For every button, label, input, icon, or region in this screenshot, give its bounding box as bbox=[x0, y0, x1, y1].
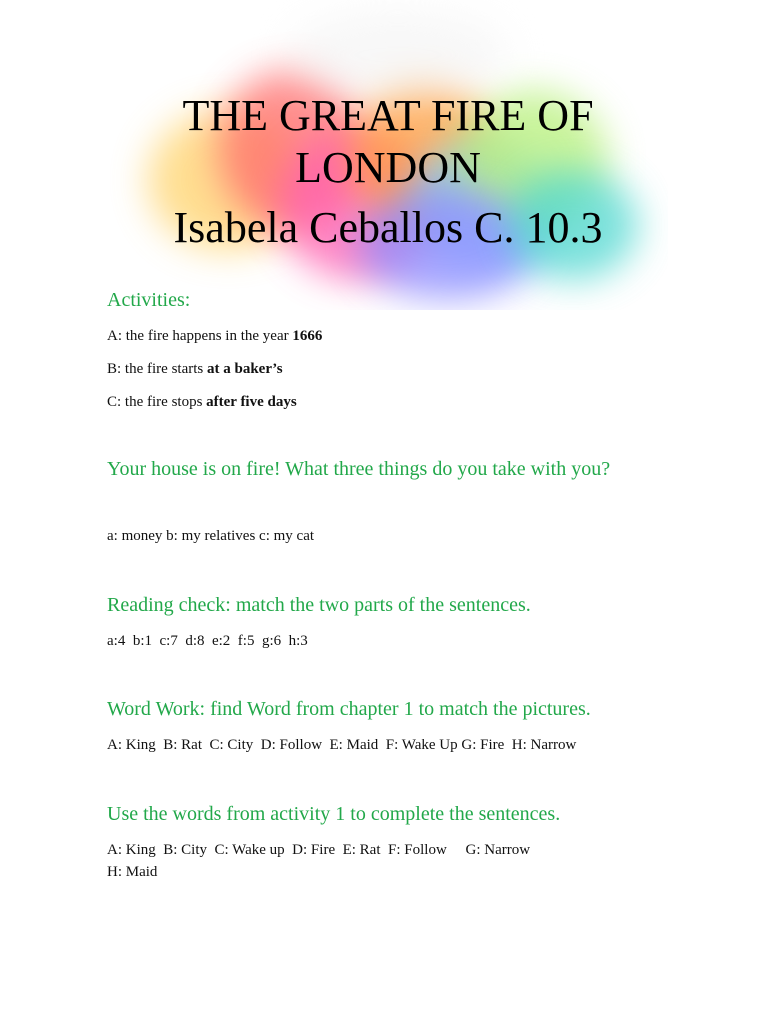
document-title-line-2: LONDON bbox=[295, 143, 481, 192]
use-words-answer-line-2: H: Maid bbox=[107, 864, 158, 880]
activity-item-c-prefix: C: the fire stops bbox=[107, 394, 207, 410]
house-fire-answer: a: money b: my relatives c: my cat bbox=[107, 528, 315, 544]
reading-check-heading: Reading check: match the two parts of the sentences. bbox=[107, 594, 531, 616]
use-words-answer-line-1: A: King B: City C: Wake up D: Fire E: Rat F: Follow G: Narrow bbox=[107, 842, 531, 858]
activities-heading: Activities: bbox=[107, 289, 191, 311]
title-block bbox=[108, 90, 668, 254]
document-title-line-1: THE GREAT FIRE OF bbox=[182, 91, 594, 140]
use-words-heading: Use the words from activity 1 to complete the sentences. bbox=[107, 803, 561, 825]
activity-item-c-answer: after five days bbox=[206, 394, 297, 410]
word-work-answer: A: King B: Rat C: City D: Follow E: Maid F: Wake Up G: Fire H: Narrow bbox=[107, 737, 577, 753]
activity-item-a bbox=[107, 325, 322, 347]
word-work-heading: Word Work: find Word from chapter 1 to match the pictures. bbox=[107, 698, 591, 720]
activity-item-b-prefix: B: the fire starts bbox=[107, 361, 207, 377]
author-name: Isabela Ceballos C. 10.3 bbox=[173, 203, 603, 252]
house-fire-heading: Your house is on fire! What three things do you take with you? bbox=[107, 458, 611, 480]
activity-item-a-answer: 1666 bbox=[292, 328, 323, 344]
reading-check-answer: a:4 b:1 c:7 d:8 e:2 f:5 g:6 h:3 bbox=[107, 633, 308, 649]
activity-item-c bbox=[107, 391, 297, 413]
activity-item-b bbox=[107, 358, 283, 380]
activity-item-b-answer: at a baker’s bbox=[206, 361, 283, 377]
activity-item-a-prefix: A: the fire happens in the year bbox=[107, 328, 293, 344]
